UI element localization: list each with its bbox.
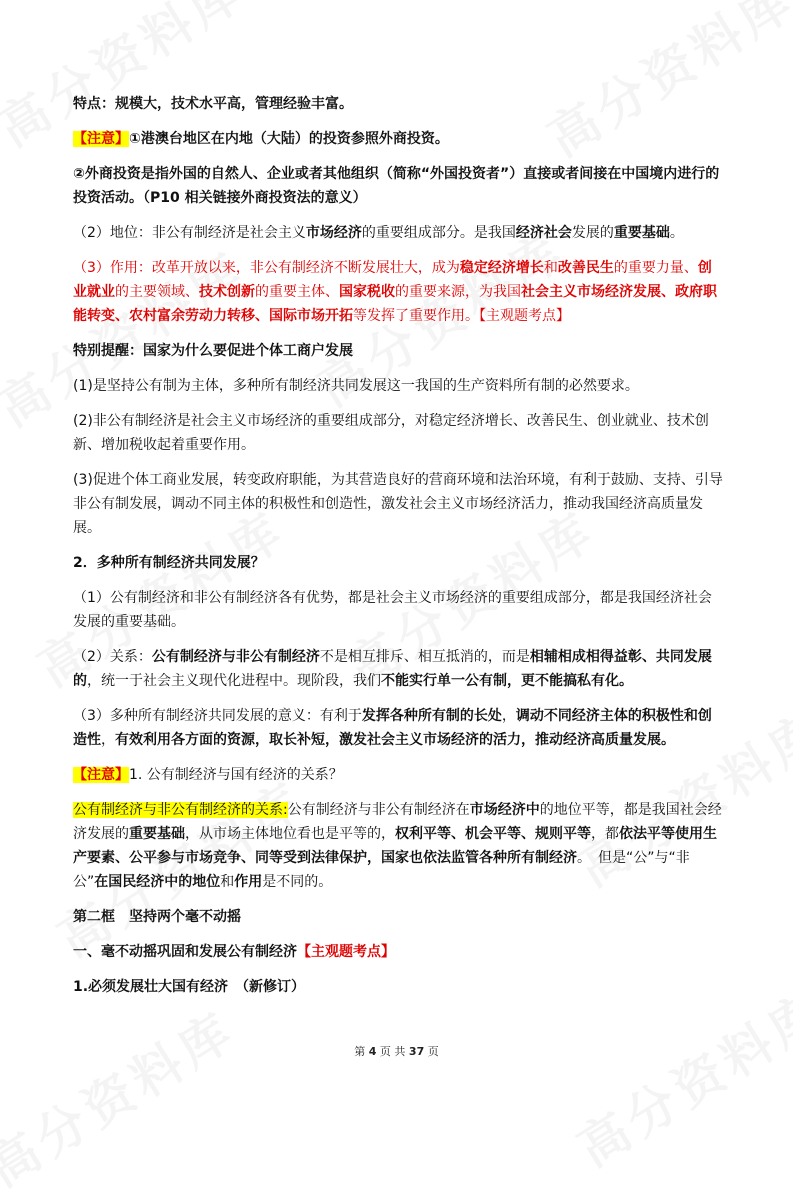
reason-3: (3)促进个体工商业发展，转变政府职能，为其营造良好的营商环境和法治环境，有利于鼓励、支持、引导非公有制发展，调动不同主体的积极性和创造性，激发社会主义市场经济活力，推动我国经济高质量发展。 (73, 472, 723, 536)
public-nonpublic-relationship: 公有制经济与非公有制经济的关系:公有制经济与非公有制经济在市场经济中的地位平等，都是我国社会经济发展的重要基础，从市场主体地位看也是平等的，权利平等、机会平等、规则平等，都依法平等使用生产要素、公平参与市场竞争、同等受到法律保护，国家也依法监管各种所有制经济。 但是“公”与“非公”在国民经济中的地位和作用是不同的。 (73, 802, 722, 890)
page-number: 4 (368, 1045, 377, 1058)
relationship-paragraph: （2）关系：公有制经济与非公有制经济不是相互排斥、相互抵消的，而是相辅相成相得益彰、共同发展的，统一于社会主义现代化进程中。现阶段，我们不能实行单一公有制，更不能搞私有化。 (73, 649, 712, 689)
special-reminder-heading: 特别提醒：国家为什么要促进个体工商户发展 (73, 343, 353, 359)
watermark (0, 991, 248, 1200)
significance-paragraph: （3）多种所有制经济共同发展的意义：有利于发挥各种所有制的长处，调动不同经济主体的积极性和创造性，有效利用各方面的资源，取长补短，激发社会主义市场经济的活力，推动经济高质量发展。 (73, 708, 712, 748)
note-hk-macau: 【注意】①港澳台地区在内地（大陆）的投资参照外商投资。 (73, 131, 449, 147)
second-frame-heading: 第二框 坚持两个毫不动摇 (73, 909, 241, 925)
common-development-1: （1）公有制经济和非公有制经济各有优势，都是社会主义市场经济的重要组成部分，都是我国经济社会发展的重要基础。 (73, 590, 712, 630)
watermark (562, 971, 793, 1180)
foreign-investment-def: ②外商投资是指外国的自然人、企业或者其他组织（简称“外国投资者”）直接或者间接在中国境内进行的投资活动。（P10 相关链接外商投资法的意义） (73, 166, 720, 206)
public-economy-heading: 一、毫不动摇巩固和发展公有制经济【主观题考点】 (73, 944, 395, 960)
note-tag: 【注意】 (73, 131, 129, 147)
reason-1: (1)是坚持公有制为主体，多种所有制经济共同发展这一我国的生产资料所有制的必然要求。 (73, 378, 639, 394)
document-body (73, 92, 723, 999)
page-total: 37 (408, 1045, 425, 1058)
note-public-state: 【注意】1. 公有制经济与国有经济的关系？ (73, 767, 343, 783)
reason-2: (2)非公有制经济是社会主义市场经济的重要组成部分，对稳定经济增长、改善民生、创业就业、技术创新、增加税收起着重要作用。 (73, 413, 709, 453)
page-footer: 第 4 页 共 37 页 (354, 1045, 439, 1058)
status-paragraph: （2）地位：非公有制经济是社会主义市场经济的重要组成部分。是我国经济社会发展的重要基础。 (73, 225, 684, 241)
state-economy-heading: 1.必须发展壮大国有经济 （新修订） (73, 979, 306, 995)
role-paragraph: （3）作用：改革开放以来，非公有制经济不断发展壮大，成为稳定经济增长和改善民生的重要力量、创业就业的主要领域、技术创新的重要主体、国家税收的重要来源，为我国社会主义市场经济发展、政府职能转变、农村富余劳动力转移、国际市场开拓等发挥了重要作用。【主观题考点】 (73, 260, 717, 324)
note-tag: 【注意】 (73, 767, 129, 783)
features-line: 特点：规模大，技术水平高，管理经验丰富。 (73, 96, 353, 112)
highlight-label: 公有制经济与非公有制经济的关系: (73, 802, 288, 818)
section-heading-2: 2．多种所有制经济共同发展？ (73, 555, 265, 571)
